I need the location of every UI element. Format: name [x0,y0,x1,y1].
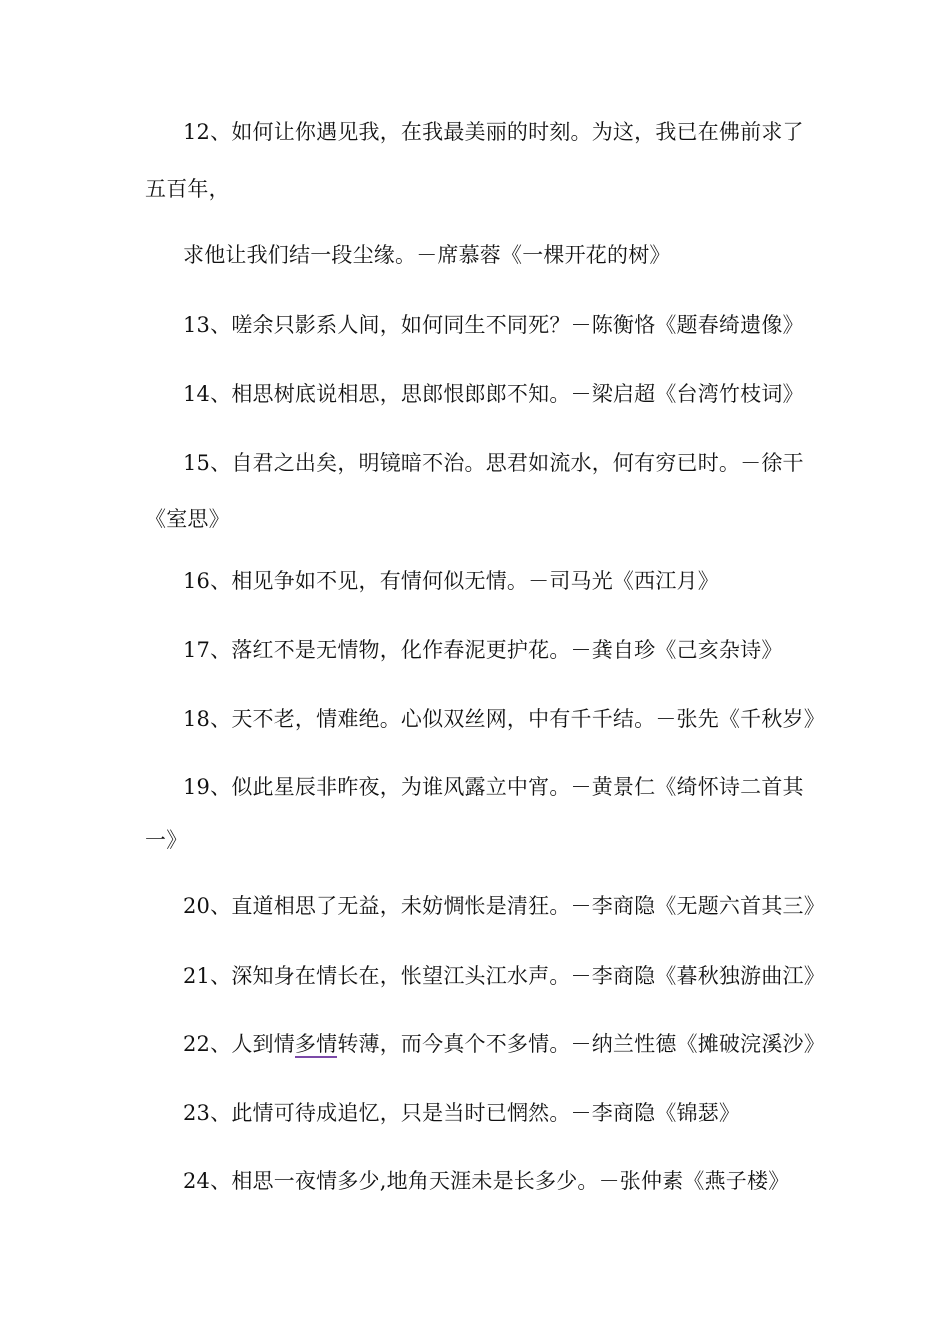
text-line: 15、自君之出矣，明镜暗不治。思君如流水，何有穷已时。－徐干 [183,451,804,475]
text-line: 20、直道相思了无益，未妨惆怅是清狂。－李商隐《无题六首其三》 [183,894,825,918]
text-line: 18、天不老，情难绝。心似双丝网，中有千千结。－张先《千秋岁》 [183,707,825,731]
text-line: 求他让我们结一段尘缘。－席慕蓉《一棵开花的树》 [183,243,671,267]
text-line: 19、似此星辰非昨夜，为谁风露立中宵。－黄景仁《绮怀诗二首其 [183,775,804,799]
text-line: 24、相思一夜情多少,地角天涯未是长多少。－张仲素《燕子楼》 [183,1169,790,1193]
text-line: 《室思》 [145,507,230,531]
text-line: 13、嗟余只影系人间，如何同生不同死？－陈衡恪《题春绮遗像》 [183,313,804,337]
text-line: 16、相见争如不见，有情何似无情。－司马光《西江月》 [183,569,719,593]
text-segment: 转薄，而今真个不多情。－纳兰性德《摊破浣溪沙》 [337,1032,825,1056]
text-line: 12、如何让你遇见我，在我最美丽的时刻。为这，我已在佛前求了 [183,120,804,144]
text-line [183,1029,848,1059]
text-line: 23、此情可待成追忆，只是当时已惘然。－李商隐《锦瑟》 [183,1101,741,1125]
text-line: 21、深知身在情长在，怅望江头江水声。－李商隐《暮秋独游曲江》 [183,964,825,988]
text-segment: 22、人到情 [183,1032,295,1056]
text-line: 五百年， [145,177,230,201]
text-line: 一》 [145,828,188,852]
text-line: 17、落红不是无情物，化作春泥更护花。－龚自珍《己亥杂诗》 [183,638,783,662]
underlined-text: 多情 [294,1032,338,1056]
text-line: 14、相思树底说相思，思郎恨郎郎不知。－梁启超《台湾竹枝词》 [183,382,804,406]
